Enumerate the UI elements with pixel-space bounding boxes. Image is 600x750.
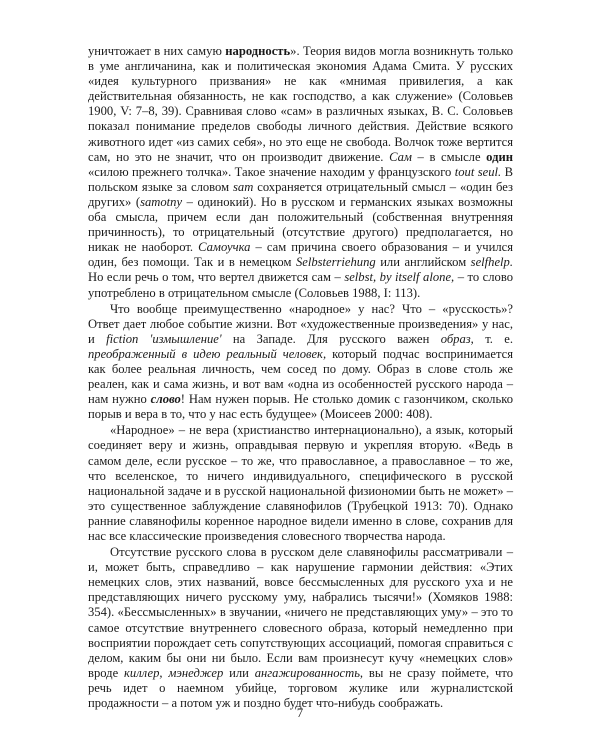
text-run: 'измышление' xyxy=(149,331,222,346)
body-text xyxy=(88,44,513,711)
text-run: «силою прежнего толчка». Такое значение находим у французского xyxy=(88,164,455,179)
text-run: ! Нам нужен порыв. Не столько домик с газончиком, сколько порыв и вера в то, что у нас есть будущее» (Моисеев 2000: 408). xyxy=(88,392,513,422)
text-run: Самоучка xyxy=(198,240,251,255)
text-run: т. е. xyxy=(473,331,513,346)
text-run: или xyxy=(223,665,255,680)
text-run: ангажированность, xyxy=(254,665,364,680)
text-run: Selbsterriehung xyxy=(295,255,376,270)
text-run: ». Теория видов могла возникнуть только в уме англичанина, как и политическая экономия Адама Смита. У русских «идея культурного призвания» не как «мнимая привилегия, а как действительная обязанность, не как господство, а как служение» (Соловьев 1900, V: 7–8, 39). Сравнивая слово «сам» в различных языках, В. С. Соловьев показал понимание пределов свободы личного действия. Действие всякого животного идет «из самих себя», но это еще не свобода. Волчок тоже вертится сам, но это не значит, что он производит движение. xyxy=(88,44,514,164)
text-run: слово xyxy=(150,392,181,407)
text-run: fiction xyxy=(106,331,139,346)
text-run: киллер, мэнеджер xyxy=(124,665,224,680)
text-run: сохраняется отрицательный смысл – «один без других» ( xyxy=(88,179,513,209)
text-run: – сам причина своего образования – и учился один, без помощи. Так и в немецком xyxy=(88,240,514,270)
text-run: который подчас воспринимается как более реальная личность, чем сосед по дому. Образ в слове столь же реален, как и сама жизнь, и вот вам «одна из особенностей русского народа – нам нужно xyxy=(88,346,513,407)
text-run: или английском xyxy=(375,255,471,270)
text-run: selfhelp. xyxy=(470,255,513,270)
paragraph-4 xyxy=(88,545,513,711)
text-run: Что вообще преимущественно «народное» у нас? Что – «русскость»? Ответ дает любое событие жизни. Вот «художественные произведения» у нас, и xyxy=(88,301,513,346)
text-run: – в смысле xyxy=(411,149,487,164)
text-run: образ, xyxy=(440,331,474,346)
text-run xyxy=(138,332,149,346)
paragraph-1 xyxy=(88,44,513,301)
text-run: Отсутствие русского слова в русском деле славянофилы рассматривали – и, может быть, справедливо – как нарушение гармонии действия: «Этих немецких слов, этих названий, вовсе бессмысленных для русского уха и не представляющих ничего русскому уму, набрались тысячи!» (Хомяков 1988: 354). «Бессмысленных» в звучании, «ничего не представляющих уму» – это то самое отсутствие внутреннего словесного образа, который немедленно при восприятии порождает сеть сопутствующих ассоциаций, помогая справиться с делом, каким бы они ни было. Если вам произнесут кучу «немецких слов» вроде xyxy=(88,545,513,680)
text-run: вы не сразу поймете, что речь идет о наемном убийце, торговом жулике или журналистской продажности – а потом уж и поздно будет что-нибудь соображать. xyxy=(88,665,513,711)
text-run: tout seul. xyxy=(454,164,502,179)
text-run: – то слово употреблено в отрицательном смысле (Соловьев 1988, I: 113). xyxy=(88,270,514,300)
text-run: один xyxy=(486,149,513,164)
text-run: на Западе. Для русского важен xyxy=(221,331,441,346)
text-run: В польском языке за словом xyxy=(88,164,513,194)
text-run: народность xyxy=(225,44,291,58)
text-run: уничтожает в них самую xyxy=(88,44,226,58)
text-run: Сам xyxy=(389,149,412,164)
text-run: – одинокий). Но в русском и германских языках возможны оба смысла, причем если дан положительный (собственная внутренняя причинность), то отрицательный (отсутствие другого) предполагается, но никак не наоборот. xyxy=(88,194,513,255)
paragraph-2 xyxy=(88,302,513,423)
text-run: «Народное» – не вера (христианство интернационально), а язык, который соединяет веру и жизнь, оправдывая первую и укрепляя вторую. «Ведь в самом деле, если русское – то же, что православное, а православное – то же, что вселенское, то ничего индивидуального, специфического в русской национальной задаче и в русской национальной физиономии быть не может» – это существенное заблуждение славянофилов (Трубецкой 1913: 70). Однако ранние славянофилы коренное народное видели именно в слове, сохранив для нас все классические произведения словесного творчества народа. xyxy=(88,423,513,543)
page-number: 7 xyxy=(296,706,304,720)
text-run: selbst, by itself alone, xyxy=(344,270,455,285)
text-run: samotny xyxy=(140,194,183,209)
text-run: Но если речь о том, что вертел движется сам – xyxy=(88,270,345,285)
paragraph-3 xyxy=(88,423,513,544)
text-run: преображенный в идею реальный человек, xyxy=(88,346,327,361)
text-run: sam xyxy=(233,179,254,194)
